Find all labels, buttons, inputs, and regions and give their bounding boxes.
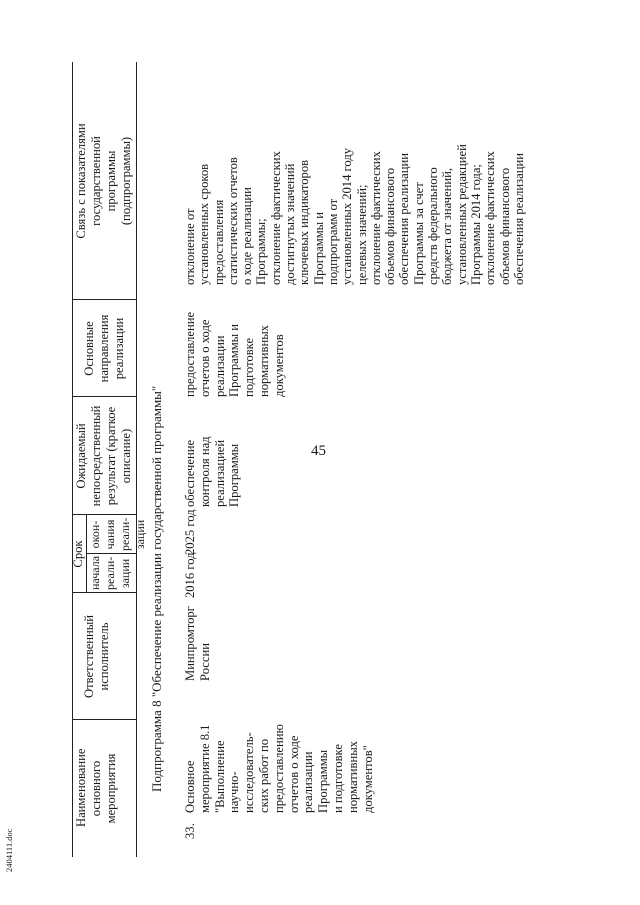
link-line: обеспечения реализации	[397, 153, 412, 285]
result-line: контроля над	[197, 436, 212, 507]
directions-line: отчетов о ходе	[197, 319, 212, 397]
executor-line: России	[197, 643, 212, 681]
link-line: статистических отчетов	[225, 157, 240, 285]
directions-line: подготовке	[242, 337, 257, 397]
name-line: и подготовке	[330, 744, 345, 813]
result-line: реализацией	[212, 439, 227, 507]
name-line: научно-	[227, 771, 242, 813]
name-line: Программы	[316, 749, 331, 813]
header-term: Срок	[71, 540, 85, 568]
name-line: "Выполнение	[212, 740, 227, 813]
link-line: бюджета от значений,	[440, 168, 455, 285]
result-line: Программы	[227, 443, 242, 507]
row-link	[183, 65, 526, 285]
link-line: обеспечения реализации	[511, 153, 526, 285]
row-result	[183, 407, 242, 507]
link-line: средств федерального	[426, 167, 441, 285]
name-line: нормативных	[345, 741, 360, 813]
directions-line: документов	[271, 334, 286, 397]
row-name	[183, 720, 375, 813]
header-bottom-border	[136, 62, 137, 857]
link-line: объемов финансового	[383, 167, 398, 285]
name-line: документов"	[360, 745, 375, 813]
link-line: отклонение фактических	[483, 151, 498, 285]
link-line: Программы;	[254, 218, 269, 285]
link-line: установленных сроков	[197, 163, 212, 285]
file-name: 2404111.doc	[4, 828, 14, 872]
executor-line: Минпромторг	[183, 606, 197, 681]
name-line: предоставлению	[271, 724, 286, 813]
header-result: Ожидаемый непосредственный результат (краткое описание)	[74, 405, 133, 507]
header-end: окон-чания реали-зации	[88, 517, 147, 551]
row-end: 2025 год	[183, 509, 197, 555]
header-executor: Ответственный исполнитель	[82, 615, 111, 698]
name-line: отчетов о ходе	[286, 735, 301, 813]
link-line: отклонение от	[183, 208, 197, 285]
subprogram-title: Подпрограмма 8 "Обеспечение реализации государственной программы"	[149, 385, 164, 792]
name-line: мероприятие 8.1	[197, 724, 212, 813]
header-name: Наименование основного мероприятия	[74, 748, 118, 827]
row-start: 2016 год	[183, 552, 197, 598]
name-line: реализации	[301, 751, 316, 813]
link-line: Программы 2014 года;	[468, 164, 483, 285]
link-line: объемов финансового	[497, 167, 512, 285]
directions-line: реализации	[212, 335, 227, 397]
link-line: достигнутых значений	[283, 163, 298, 285]
link-line: установленных редакцией	[454, 144, 469, 285]
link-line: Программы за счет	[411, 182, 426, 285]
rotated-table	[72, 62, 584, 857]
link-line: Программы и	[311, 211, 326, 285]
name-line: ских работ по	[256, 738, 271, 813]
link-line: ключевых индикаторов	[297, 159, 312, 285]
header-link: Связь с показателями государственной программы (подпрограммы)	[74, 123, 133, 239]
link-line: отклонение фактических	[268, 151, 283, 285]
result-line: обеспечение	[183, 439, 197, 507]
link-line: о ходе реализации	[240, 187, 255, 285]
name-line: Основное	[183, 760, 197, 813]
page-number: 45	[311, 443, 326, 459]
link-line: установленных 2014 году	[340, 147, 355, 285]
name-line: исследователь-	[242, 732, 257, 813]
header-directions: Основные направления реализации	[82, 314, 126, 383]
link-line: целевых значений;	[354, 184, 369, 285]
directions-line: предоставление	[183, 311, 197, 397]
link-line: отклонение фактических	[368, 151, 383, 285]
header-start: начала реали-зации	[88, 555, 132, 590]
term-divider	[86, 515, 87, 593]
table-top-border	[72, 62, 73, 857]
row-executor	[183, 593, 213, 681]
link-line: предоставления	[211, 199, 226, 285]
link-line: подпрограмм от	[325, 198, 340, 285]
row-number: 33.	[183, 823, 197, 839]
directions-line: Программы и	[227, 323, 242, 397]
directions-line: нормативных	[256, 325, 271, 397]
row-directions	[183, 287, 287, 397]
